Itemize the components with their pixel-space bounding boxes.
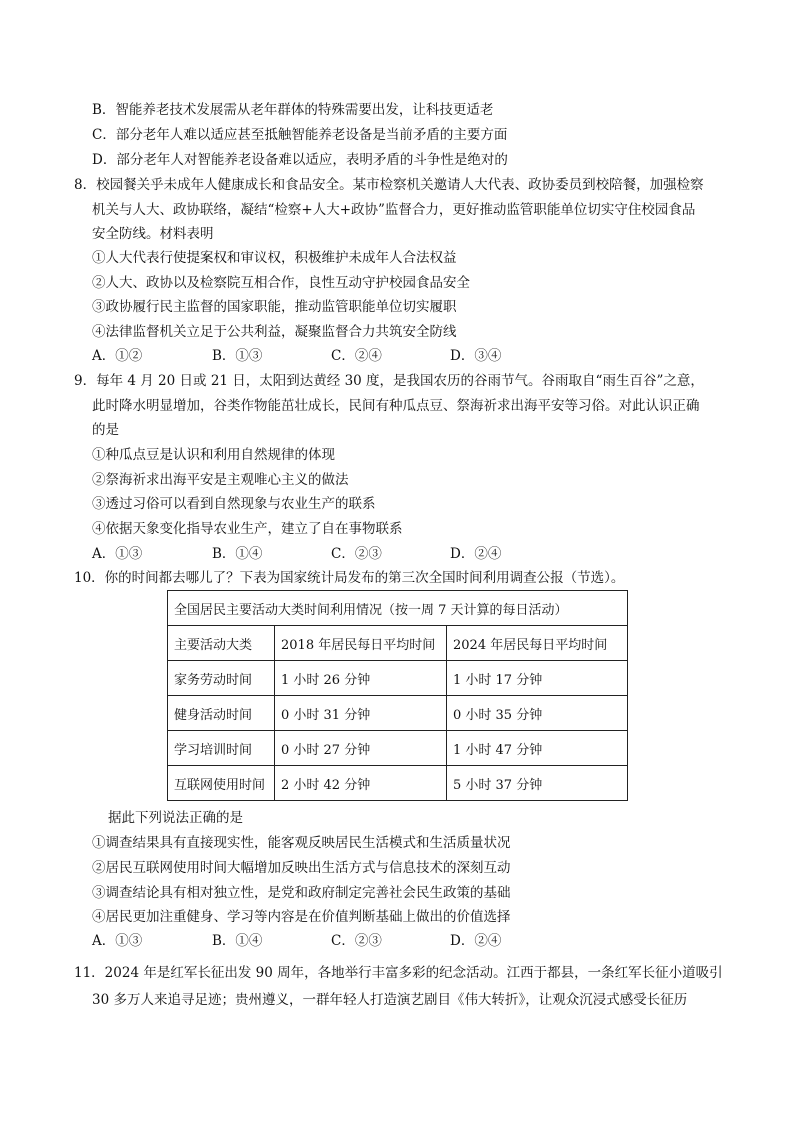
table-row (168, 696, 628, 731)
table-cell: 家务劳动时间 (168, 661, 275, 696)
table-cell: 1 小时 26 分钟 (275, 661, 447, 696)
q9-option-a[interactable]: A．①③ (92, 546, 143, 562)
q8-option-a[interactable]: A．①② (92, 348, 143, 364)
q8-options (92, 346, 592, 366)
q8-stem-line-2: 机关与人大、政协联络，凝结“检察+人大+政协”监督合力，更好推动监管职能单位切实守住校园食品 (92, 202, 696, 218)
q10-item-3: ③调查结论具有相对独立性，是党和政府制定完善社会民生政策的基础 (92, 885, 511, 901)
q9-item-2: ②祭海祈求出海平安是主观唯心主义的做法 (92, 472, 349, 488)
q10-item-1: ①调查结果具有直接现实性，能客观反映居民生活模式和生活质量状况 (92, 835, 511, 851)
table-cell: 健身活动时间 (168, 696, 275, 731)
table-header-cell: 主要活动大类 (168, 626, 275, 661)
table-cell: 互联网使用时间 (168, 766, 275, 801)
table-cell: 0 小时 35 分钟 (447, 696, 628, 731)
q10-item-4: ④居民更加注重健身、学习等内容是在价值判断基础上做出的价值选择 (92, 909, 511, 925)
q9-option-c[interactable]: C．②③ (331, 546, 382, 562)
q10-item-2: ②居民互联网使用时间大幅增加反映出生活方式与信息技术的深刻互动 (92, 860, 511, 876)
q8-item-3: ③政协履行民主监督的国家职能，推动监管职能单位切实履职 (92, 299, 457, 315)
q9-option-d[interactable]: D．②④ (450, 546, 502, 562)
q7-option-b: B．智能养老技术发展需从老年群体的特殊需要出发，让科技更适老 (92, 102, 494, 118)
table-row (168, 766, 628, 801)
q9-item-4: ④依据天象变化指导农业生产，建立了自在事物联系 (92, 521, 403, 537)
q9-stem-line-3: 的是 (92, 422, 119, 438)
q10-option-d[interactable]: D．②④ (450, 933, 502, 949)
table-cell: 2 小时 42 分钟 (275, 766, 447, 801)
q9-options (92, 544, 592, 564)
table-cell: 5 小时 37 分钟 (447, 766, 628, 801)
q8-item-4: ④法律监督机关立足于公共利益，凝聚监督合力共筑安全防线 (92, 324, 457, 340)
table-cell: 0 小时 31 分钟 (275, 696, 447, 731)
q8-option-c[interactable]: C．②④ (331, 348, 382, 364)
table-header-row (168, 626, 628, 661)
table-caption: 全国居民主要活动大类时间利用情况（按一周 7 天计算的每日活动） (168, 591, 628, 626)
q7-option-c: C．部分老年人难以适应甚至抵触智能养老设备是当前矛盾的主要方面 (92, 127, 508, 143)
q10-option-a[interactable]: A．①③ (92, 933, 143, 949)
q10-stem: 10．你的时间都去哪儿了？下表为国家统计局发布的第三次全国时间利用调查公报（节选）。 (74, 570, 625, 586)
q10-options (92, 931, 592, 951)
q8-stem-line-1: 8．校园餐关乎未成年人健康成长和食品安全。某市检察机关邀请人大代表、政协委员到校陪餐，加强检察 (74, 177, 704, 193)
table-cell: 学习培训时间 (168, 731, 275, 766)
q10-lead: 据此下列说法正确的是 (108, 810, 243, 826)
q10-option-b[interactable]: B．①④ (212, 933, 263, 949)
q8-stem-line-3: 安全防线。材料表明 (92, 226, 214, 242)
q8-item-2: ②人大、政协以及检察院互相合作，良性互动守护校园食品安全 (92, 275, 470, 291)
q9-item-1: ①种瓜点豆是认识和利用自然规律的体现 (92, 447, 335, 463)
q9-stem-line-1: 9．每年 4 月 20 日或 21 日，太阳到达黄经 30 度，是我国农历的谷雨节气。谷雨取自“雨生百谷”之意， (74, 373, 704, 389)
table-row (168, 731, 628, 766)
q7-option-d: D．部分老年人对智能养老设备难以适应，表明矛盾的斗争性是绝对的 (92, 152, 508, 168)
q11-stem-line-1: 11．2024 年是红军长征出发 90 周年，各地举行丰富多彩的纪念活动。江西于都县，一条红军长征小道吸引 (74, 965, 723, 981)
q9-option-b[interactable]: B．①④ (212, 546, 263, 562)
q8-option-d[interactable]: D．③④ (450, 348, 502, 364)
q9-stem-line-2: 此时降水明显增加，谷类作物能茁壮成长，民间有种瓜点豆、祭海祈求出海平安等习俗。对此认识正确 (92, 398, 700, 414)
q8-option-b[interactable]: B．①③ (212, 348, 263, 364)
table-cell: 0 小时 27 分钟 (275, 731, 447, 766)
q11-stem-line-2: 30 多万人来追寻足迹；贵州遵义，一群年轻人打造演艺剧目《伟大转折》，让观众沉浸式感受长征历 (92, 992, 688, 1008)
table-header-cell: 2018 年居民每日平均时间 (275, 626, 447, 661)
q10-option-c[interactable]: C．②③ (331, 933, 382, 949)
time-use-table (167, 590, 628, 801)
q8-item-1: ①人大代表行使提案权和审议权，积极维护未成年人合法权益 (92, 250, 457, 266)
q9-item-3: ③透过习俗可以看到自然现象与农业生产的联系 (92, 496, 376, 512)
table-cell: 1 小时 17 分钟 (447, 661, 628, 696)
table-cell: 1 小时 47 分钟 (447, 731, 628, 766)
table-row (168, 661, 628, 696)
table-header-cell: 2024 年居民每日平均时间 (447, 626, 628, 661)
